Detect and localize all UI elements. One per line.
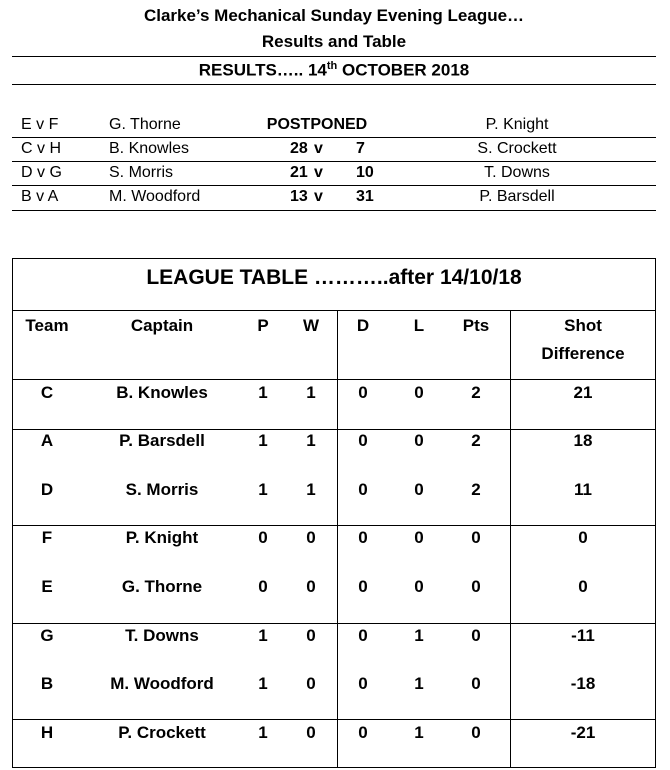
rule: [12, 210, 656, 211]
cell-l: 1: [414, 674, 424, 693]
result-away: T. Downs: [484, 164, 550, 181]
results-heading-suffix: OCTOBER 2018: [337, 60, 470, 80]
cell-w: 1: [306, 431, 316, 450]
row-divider: [13, 525, 655, 526]
results-heading-sup: th: [326, 60, 338, 72]
cell-pts: 2: [471, 383, 481, 402]
result-home: G. Thorne: [109, 116, 181, 133]
cell-d: 0: [358, 528, 368, 547]
header-difference: Difference: [541, 344, 625, 363]
cell-p: 1: [258, 626, 268, 645]
cell-p: 0: [258, 577, 268, 596]
cell-sd: 21: [573, 383, 593, 402]
cell-d: 0: [358, 431, 368, 450]
result-match: D v G: [21, 164, 62, 181]
cell-team: B: [40, 674, 54, 693]
header-pts: Pts: [462, 316, 490, 335]
cell-sd: 0: [578, 577, 588, 596]
title-line-1: Clarke’s Mechanical Sunday Evening League…: [143, 6, 525, 25]
cell-pts: 2: [471, 431, 481, 450]
cell-p: 1: [258, 431, 268, 450]
cell-l: 1: [414, 626, 424, 645]
header-l: L: [413, 316, 425, 335]
cell-team: F: [41, 528, 53, 547]
cell-l: 1: [414, 723, 424, 742]
result-match: B v A: [21, 188, 59, 205]
result-away-score: 7: [356, 140, 365, 157]
row-divider: [13, 429, 655, 430]
cell-d: 0: [358, 480, 368, 499]
cell-sd: 11: [574, 480, 592, 499]
cell-captain: P. Crockett: [118, 723, 206, 742]
header-team: Team: [25, 316, 69, 335]
cell-d: 0: [358, 626, 368, 645]
row-divider: [13, 623, 655, 624]
result-away: P. Knight: [485, 116, 549, 133]
cell-team: C: [40, 383, 54, 402]
result-row: [12, 161, 656, 185]
cell-captain: G. Thorne: [121, 577, 203, 596]
cell-l: 0: [414, 480, 424, 499]
league-table: [12, 258, 656, 768]
cell-captain: B. Knowles: [116, 383, 208, 402]
cell-sd: -21: [570, 723, 596, 742]
results-heading-prefix: RESULTS….. 14: [198, 60, 327, 80]
result-v: v: [314, 164, 323, 181]
header-shot: Shot: [564, 316, 602, 335]
cell-w: 0: [306, 577, 316, 596]
results-heading: [12, 60, 656, 81]
result-home-score: 28: [290, 140, 308, 157]
cell-team: H: [40, 723, 54, 742]
cell-p: 1: [258, 480, 268, 499]
cell-l: 0: [414, 431, 424, 450]
header-p: P: [257, 316, 269, 335]
cell-d: 0: [358, 723, 368, 742]
title-line-2: Results and Table: [261, 32, 407, 51]
result-away-score: 31: [356, 188, 374, 205]
cell-pts: 0: [471, 723, 481, 742]
cell-captain: P. Barsdell: [119, 431, 205, 450]
cell-p: 1: [258, 674, 268, 693]
row-divider: [13, 379, 655, 380]
cell-team: E: [41, 577, 53, 596]
cell-pts: 0: [471, 674, 481, 693]
cell-l: 0: [414, 577, 424, 596]
result-away-score: 10: [356, 164, 374, 181]
cell-l: 0: [414, 383, 424, 402]
header-d: D: [356, 316, 370, 335]
cell-sd: 0: [578, 528, 588, 547]
league-table-title: LEAGUE TABLE ………..after 14/10/18: [13, 259, 655, 311]
rule: [12, 84, 656, 85]
header-w: W: [302, 316, 320, 335]
result-match: C v H: [21, 140, 61, 157]
result-v: v: [314, 140, 323, 157]
cell-pts: 0: [471, 528, 481, 547]
cell-w: 0: [306, 674, 316, 693]
result-home-score: 13: [290, 188, 308, 205]
cell-team: D: [40, 480, 54, 499]
cell-p: 0: [258, 528, 268, 547]
cell-d: 0: [358, 383, 368, 402]
cell-p: 1: [258, 383, 268, 402]
cell-sd: -11: [571, 626, 595, 645]
result-away: P. Barsdell: [479, 188, 555, 205]
result-match: E v F: [21, 116, 59, 133]
cell-d: 0: [358, 674, 368, 693]
result-home: M. Woodford: [109, 188, 201, 205]
cell-sd: -18: [570, 674, 596, 693]
rule: [12, 56, 656, 57]
cell-pts: 0: [471, 577, 481, 596]
result-row: [12, 113, 656, 137]
cell-w: 0: [306, 528, 316, 547]
cell-team: A: [40, 431, 54, 450]
result-home: S. Morris: [109, 164, 173, 181]
cell-pts: 0: [471, 626, 481, 645]
result-v: v: [314, 188, 323, 205]
row-divider: [13, 719, 655, 720]
result-row: [12, 137, 656, 161]
cell-captain: T. Downs: [125, 626, 199, 645]
cell-team: G: [40, 626, 54, 645]
cell-captain: P. Knight: [125, 528, 199, 547]
cell-w: 0: [306, 626, 316, 645]
cell-d: 0: [358, 577, 368, 596]
cell-captain: M. Woodford: [110, 674, 214, 693]
cell-w: 1: [306, 383, 316, 402]
cell-pts: 2: [471, 480, 481, 499]
cell-w: 1: [306, 480, 316, 499]
cell-p: 1: [258, 723, 268, 742]
header-captain: Captain: [130, 316, 194, 335]
cell-captain: S. Morris: [125, 480, 199, 499]
result-home-score: 21: [290, 164, 308, 181]
result-away: S. Crockett: [477, 140, 557, 157]
cell-w: 0: [306, 723, 316, 742]
result-row: [12, 185, 656, 209]
cell-sd: 18: [573, 431, 593, 450]
cell-l: 0: [414, 528, 424, 547]
result-status: POSTPONED: [266, 116, 368, 133]
result-home: B. Knowles: [109, 140, 190, 157]
